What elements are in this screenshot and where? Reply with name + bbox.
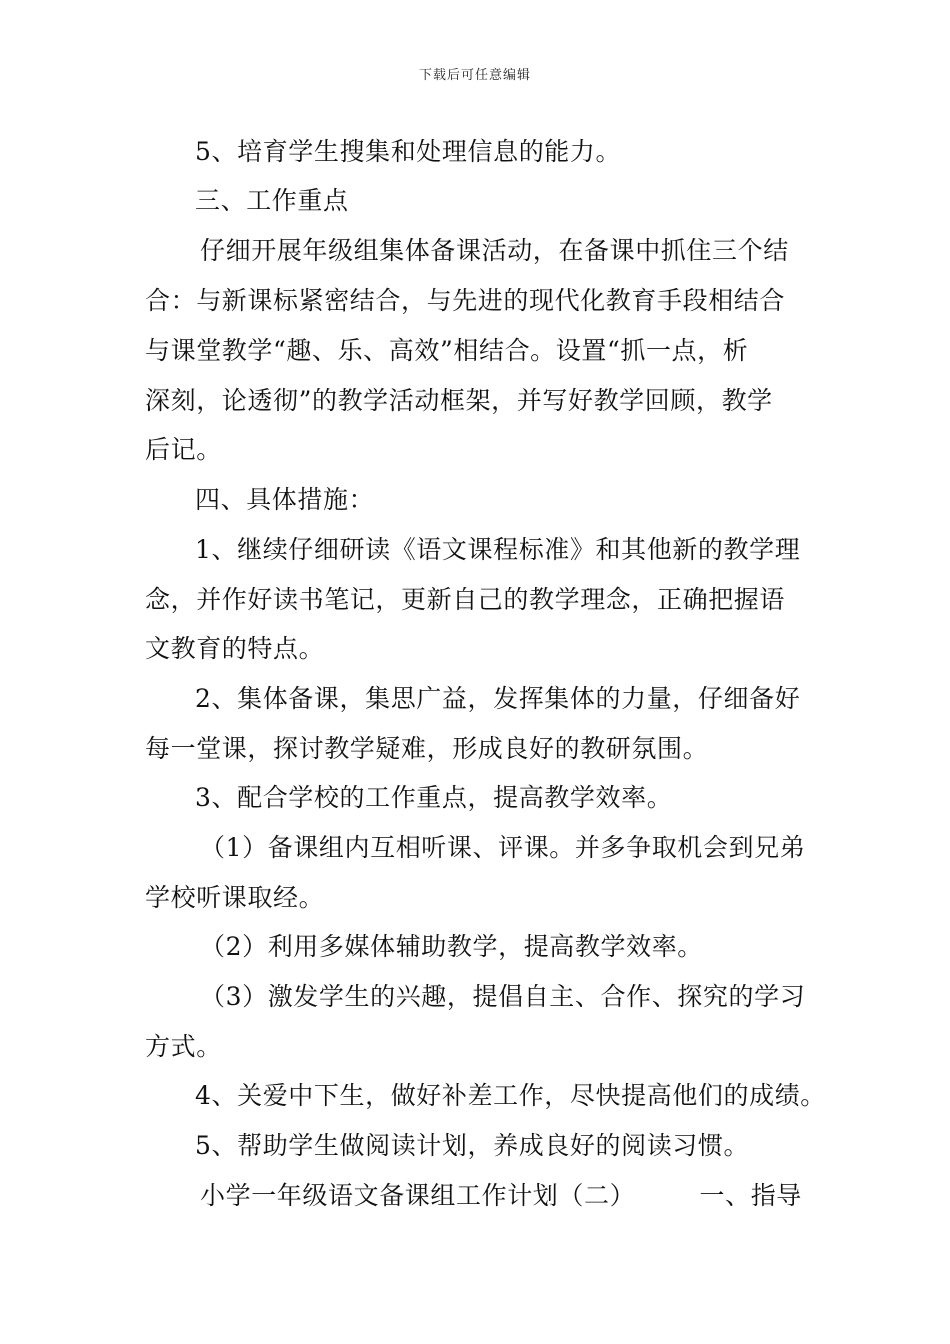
body-line: 文教育的特点。 xyxy=(145,634,325,663)
body-line: 与课堂教学“趣、乐、高效”相结合。设置“抓一点，析 xyxy=(145,336,749,365)
body-line: 2、集体备课，集思广益，发挥集体的力量，仔细备好 xyxy=(195,684,801,713)
body-line: 后记。 xyxy=(145,435,222,464)
body-line: 每一堂课，探讨教学疑难，形成良好的教研氛围。 xyxy=(145,734,709,763)
section-heading: 三、工作重点 xyxy=(195,186,349,215)
body-line: 3、配合学校的工作重点，提高教学效率。 xyxy=(195,783,673,812)
body-line: 方式。 xyxy=(145,1032,222,1061)
body-line: 1、继续仔细研读《语文课程标准》和其他新的教学理 xyxy=(195,535,801,564)
body-line: 仔细开展年级组集体备课活动，在备课中抓住三个结 xyxy=(200,236,789,265)
body-line: 合：与新课标紧密结合，与先进的现代化教育手段相结合 xyxy=(145,286,786,315)
body-line: 小学一年级语文备课组工作计划（二） 一、指导 xyxy=(200,1181,802,1210)
body-line: （2）利用多媒体辅助教学，提高教学效率。 xyxy=(200,932,703,961)
body-line: （3）激发学生的兴趣，提倡自主、合作、探究的学习 xyxy=(200,982,806,1011)
body-line: 学校听课取经。 xyxy=(145,883,325,912)
body-line: 4、关爱中下生，做好补差工作，尽快提高他们的成绩。 xyxy=(195,1081,826,1110)
body-line: 5、培育学生搜集和处理信息的能力。 xyxy=(195,137,622,166)
section-heading: 四、具体措施： xyxy=(195,485,375,514)
body-line: （1）备课组内互相听课、评课。并多争取机会到兄弟 xyxy=(200,833,806,862)
body-line: 深刻，论透彻”的教学活动框架，并写好教学回顾，教学 xyxy=(145,386,773,415)
body-line: 念，并作好读书笔记，更新自己的教学理念，正确把握语 xyxy=(145,585,786,614)
page-header-note: 下载后可任意编辑 xyxy=(418,68,531,83)
body-line: 5、帮助学生做阅读计划，养成良好的阅读习惯。 xyxy=(195,1131,750,1160)
